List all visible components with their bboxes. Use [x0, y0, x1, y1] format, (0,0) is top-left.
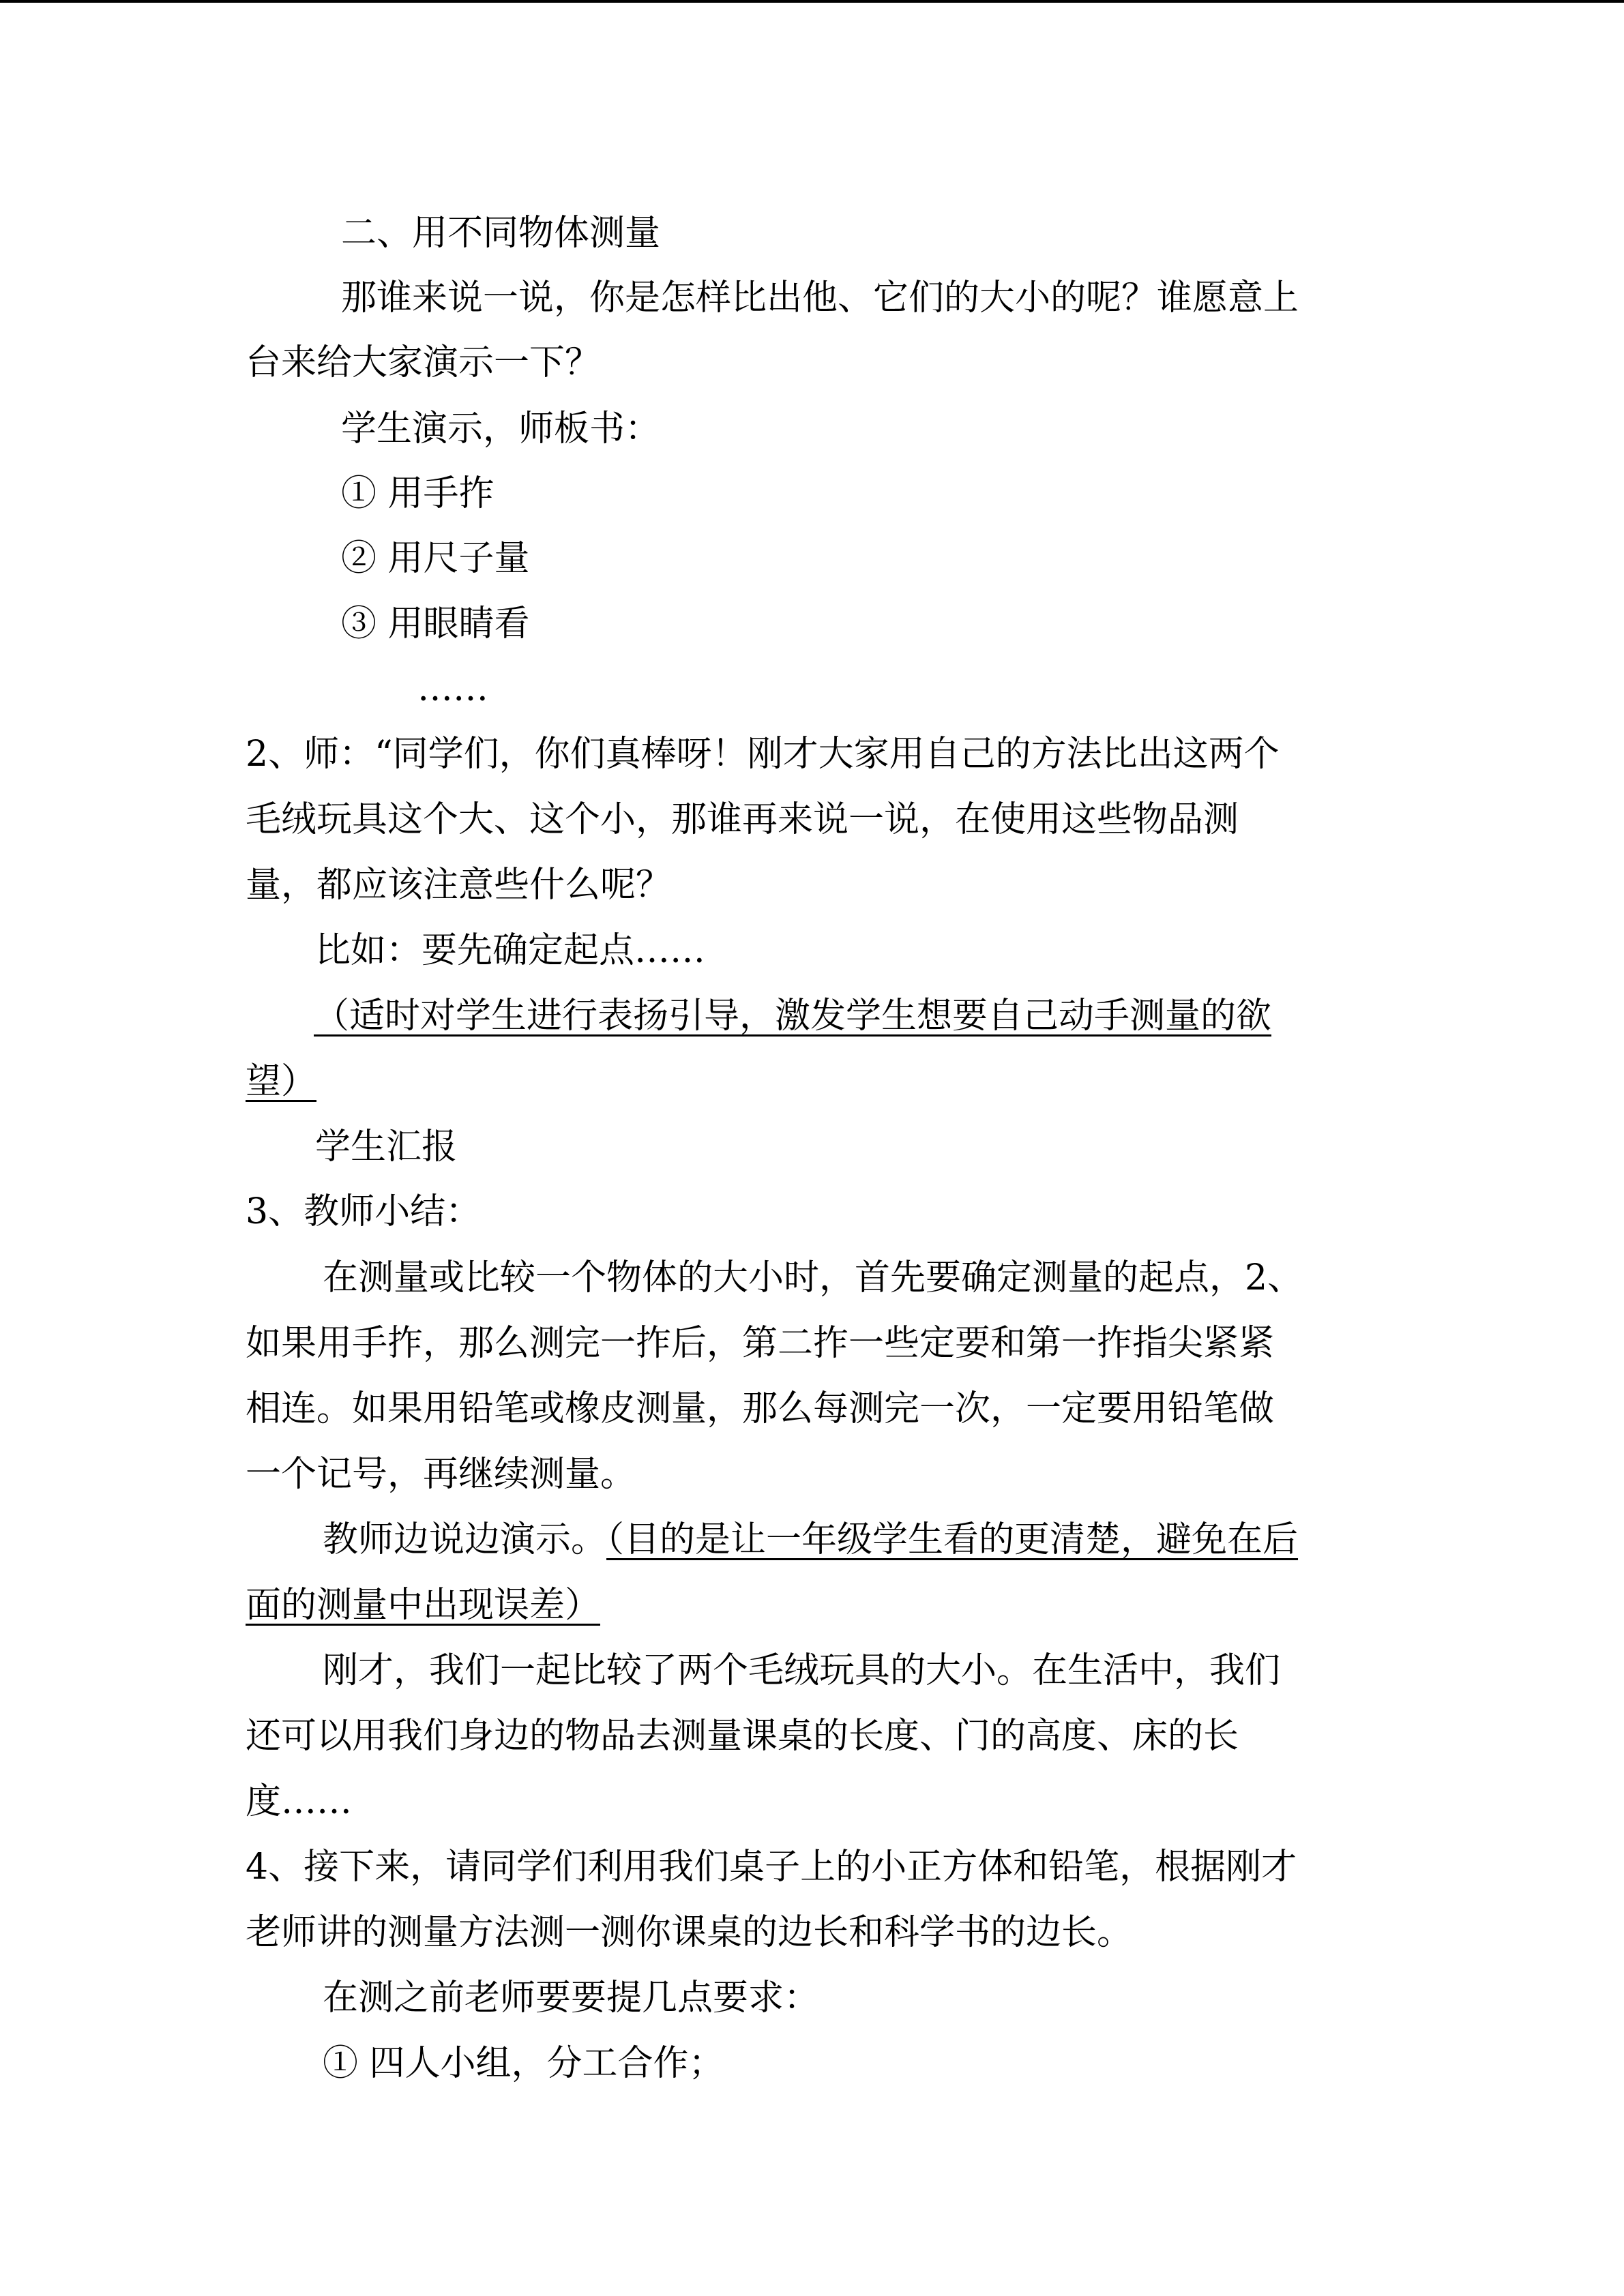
- list-item: ③ 用眼睛看: [341, 603, 530, 644]
- paragraph-line: 度……: [246, 1781, 353, 1822]
- list-item: ① 用手拃: [341, 473, 494, 514]
- paragraph-line: 毛绒玩具这个大、这个小，那谁再来说一说，在使用这些物品测: [246, 799, 1239, 840]
- paragraph-line: 4、接下来，请同学们利用我们桌子上的小正方体和铅笔，根据刚才: [246, 1847, 1297, 1888]
- list-item: ① 四人小组，分工合作；: [323, 2043, 724, 2084]
- underlined-note: 望）: [246, 1061, 317, 1102]
- section-heading: 二、用不同物体测量: [341, 213, 661, 254]
- paragraph-line: 学生演示，师板书：: [341, 408, 661, 449]
- paragraph-line: 台来给大家演示一下？: [246, 342, 601, 383]
- ellipsis-line: ……: [417, 668, 488, 709]
- paragraph-line: 老师讲的测量方法测一测你课桌的边长和科学书的边长。: [246, 1912, 1133, 1953]
- paragraph-line: 量，都应该注意些什么呢？: [246, 865, 672, 906]
- paragraph-line: 还可以用我们身边的物品去测量课桌的长度、门的高度、床的长: [246, 1716, 1239, 1757]
- underlined-note: 面的测量中出现误差）: [246, 1585, 601, 1626]
- paragraph-line: 相连。如果用铅笔或橡皮测量，那么每测完一次，一定要用铅笔做: [246, 1388, 1275, 1429]
- paragraph-line: 刚才，我们一起比较了两个毛绒玩具的大小。在生活中，我们: [323, 1650, 1281, 1691]
- paragraph-line: 在测之前老师要要提几点要求：: [323, 1978, 820, 2018]
- paragraph-line: 如果用手拃，那么测完一拃后，第二拃一些定要和第一拃指尖紧紧: [246, 1323, 1275, 1364]
- underlined-note: （适时对学生进行表扬引导，激发学生想要自己动手测量的欲: [314, 996, 1272, 1037]
- paragraph-line: [323, 1518, 1455, 1562]
- underlined-note: （目的是让一年级学生看的更清楚，避免在后: [606, 1519, 1299, 1560]
- paragraph-line: 在测量或比较一个物体的大小时，首先要确定测量的起点，2、: [323, 1257, 1303, 1298]
- list-item: ② 用尺子量: [341, 538, 530, 579]
- paragraph-line: 2、师：“同学们，你们真棒呀！刚才大家用自己的方法比出这两个: [246, 734, 1280, 775]
- paragraph-line: 3、教师小结：: [246, 1191, 482, 1232]
- paragraph-line: 比如：要先确定起点……: [315, 930, 706, 971]
- paragraph-line: 那谁来说一说，你是怎样比出他、它们的大小的呢？谁愿意上: [341, 278, 1299, 318]
- paragraph-line: 一个记号，再继续测量。: [246, 1454, 636, 1495]
- paragraph-line: 学生汇报: [315, 1127, 458, 1167]
- demo-text: 教师边说边演示。: [323, 1519, 607, 1560]
